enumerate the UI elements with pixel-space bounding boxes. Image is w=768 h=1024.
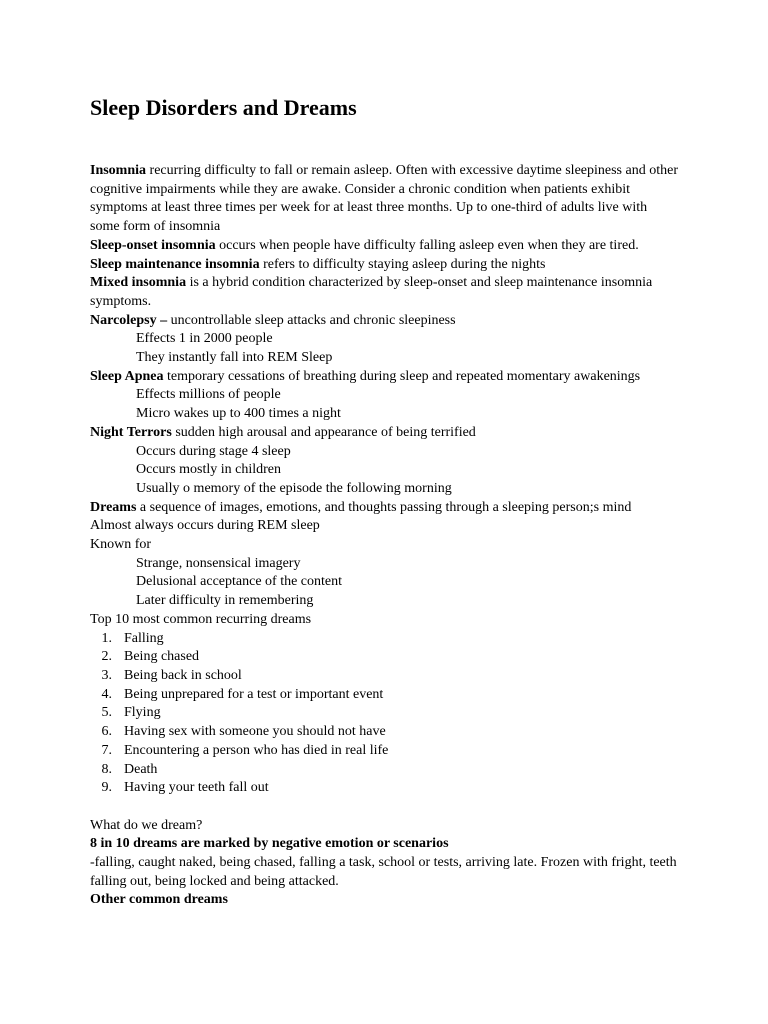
sleep-apnea-point: Micro wakes up to 400 times a night (136, 406, 341, 422)
dreams-paragraph (90, 499, 680, 518)
sleep-apnea-point: Effects millions of people (136, 387, 281, 403)
term-sleep-apnea: Sleep Apnea (90, 368, 164, 384)
sleep-apnea-paragraph (90, 368, 680, 387)
list-number: 9. (101, 780, 112, 796)
paragraph-spacer (90, 798, 680, 817)
insomnia-definition: recurring difficulty to fall or remain asleep. Often with excessive daytime sleepiness and other cognitive impairments while they are awake. Consider a chronic condition when patients exhibit symptoms at least three times per week for at least three months. Up to one-third of adults live with some form of insomnia (90, 163, 678, 235)
sleep-apnea-definition: temporary cessations of breathing during sleep and repeated momentary awakenings (163, 368, 641, 384)
list-text: Having your teeth fall out (124, 780, 269, 796)
list-number: 2. (101, 649, 112, 665)
sleep-onset-definition: occurs when people have difficulty falling asleep even when they are tired. (215, 237, 639, 253)
list-item (90, 761, 680, 780)
dreams-rem-line: Almost always occurs during REM sleep (90, 518, 320, 534)
term-night-terrors: Night Terrors (90, 424, 172, 440)
list-text: Death (124, 761, 158, 777)
list-text: Flying (124, 705, 161, 721)
list-item (90, 779, 680, 798)
list-number: 7. (101, 742, 112, 758)
document-body (90, 162, 680, 910)
dreams-point: Delusional acceptance of the content (136, 574, 343, 590)
dreams-definition: a sequence of images, emotions, and thoughts passing through a sleeping person;s mind (136, 499, 632, 515)
dreams-point: Strange, nonsensical imagery (136, 555, 301, 571)
sleep-maintenance-definition: refers to difficulty staying asleep during the nights (259, 256, 546, 272)
list-number: 3. (101, 667, 112, 683)
list-number: 4. (101, 686, 112, 702)
term-sleep-onset: Sleep-onset insomnia (90, 237, 216, 253)
list-item (90, 704, 680, 723)
list-item (90, 667, 680, 686)
term-narcolepsy: Narcolepsy – (90, 312, 168, 328)
sleep-maintenance-paragraph (90, 256, 680, 275)
term-dreams: Dreams (90, 499, 137, 515)
list-text: Falling (124, 630, 164, 646)
night-terrors-definition: sudden high arousal and appearance of being terrified (171, 424, 476, 440)
term-sleep-maintenance: Sleep maintenance insomnia (90, 256, 260, 272)
narcolepsy-point: They instantly fall into REM Sleep (136, 350, 333, 366)
mixed-insomnia-paragraph (90, 274, 680, 311)
list-number: 8. (101, 761, 112, 777)
list-item (90, 723, 680, 742)
night-terrors-point: Occurs during stage 4 sleep (136, 443, 291, 459)
sleep-onset-paragraph (90, 237, 680, 256)
term-mixed-insomnia: Mixed insomnia (90, 275, 187, 291)
narcolepsy-definition: uncontrollable sleep attacks and chronic sleepiness (167, 312, 456, 328)
dreams-known-for: Known for (90, 537, 152, 553)
negative-dreams-heading: 8 in 10 dreams are marked by negative emotion or scenarios (90, 836, 449, 852)
list-item (90, 742, 680, 761)
term-insomnia: Insomnia (90, 163, 147, 178)
list-number: 1. (101, 630, 112, 646)
list-number: 6. (101, 724, 112, 740)
mixed-insomnia-definition: is a hybrid condition characterized by sleep-onset and sleep maintenance insomnia symptoms. (90, 275, 653, 309)
list-text: Encountering a person who has died in real life (124, 742, 389, 758)
negative-dreams-text: -falling, caught naked, being chased, falling a task, school or tests, arriving late. Frozen with fright, teeth falling out, being locked and being attacked. (90, 855, 677, 889)
list-text: Being chased (124, 649, 200, 665)
night-terrors-point: Occurs mostly in children (136, 462, 282, 478)
top10-list (90, 630, 680, 798)
page-title: Sleep Disorders and Dreams (90, 95, 357, 120)
dreams-point: Later difficulty in remembering (136, 593, 314, 609)
narcolepsy-paragraph (90, 312, 680, 331)
night-terrors-point: Usually o memory of the episode the following morning (136, 480, 452, 496)
what-dream-question: What do we dream? (90, 817, 203, 833)
list-number: 5. (101, 705, 112, 721)
list-text: Being back in school (124, 667, 242, 683)
other-dreams-heading: Other common dreams (90, 892, 228, 908)
list-item (90, 630, 680, 649)
night-terrors-paragraph (90, 424, 680, 443)
list-text: Having sex with someone you should not have (124, 724, 386, 740)
list-item (90, 686, 680, 705)
list-text: Being unprepared for a test or important event (124, 686, 384, 702)
list-item (90, 648, 680, 667)
top10-heading: Top 10 most common recurring dreams (90, 611, 312, 627)
narcolepsy-point: Effects 1 in 2000 people (136, 331, 273, 347)
insomnia-paragraph (90, 162, 680, 237)
